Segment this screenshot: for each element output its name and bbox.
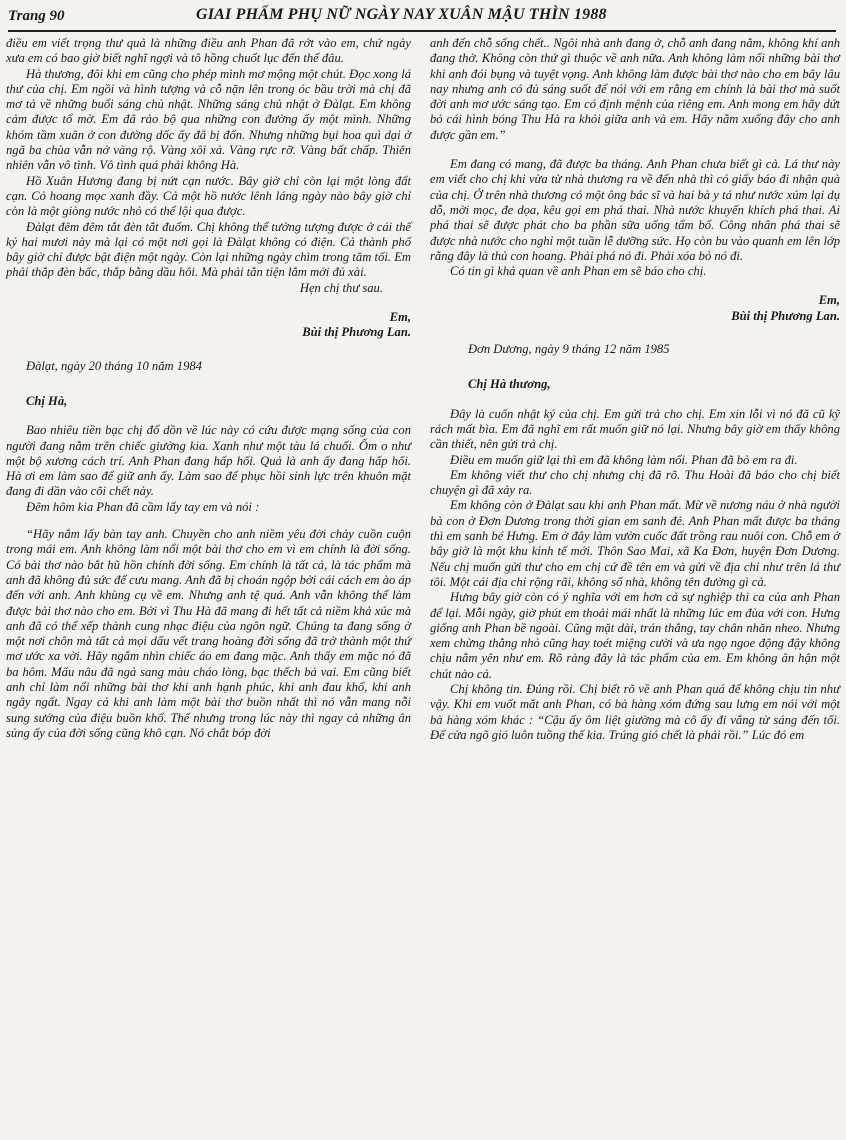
letter-date: Đàlạt, ngày 20 tháng 10 năm 1984	[26, 358, 202, 373]
paragraph: Hưng bây giờ còn có ý nghĩa với em hơn cả sự nghiệp thi ca của anh Phan để lại. Mỗi ngày, giờ phút em thoải mái nhất là những lúc em đùa với con. Hưng giống anh Phan bề ngoài. Cũng mặt dài, trán thẳng, tay chân nhăn nheo. Nhưng xem chừng thằng nhỏ cũng hay toét miệng cười và ưa ngọ ngoe động đậy không chịu nằm yên như em. Rõ ràng đây là tác phẩm của em. Em không ân hận một chút nào cả.	[430, 590, 840, 681]
signature-em: Em,	[818, 293, 840, 308]
right-column	[430, 36, 840, 743]
page-number: Trang 90	[8, 8, 65, 24]
page-header	[8, 4, 836, 32]
paragraph: Hồ Xuân Hương đang bị nứt cạn nước. Bây giờ chỉ còn lại một lòng đất cạn. Cỏ hoang mọc xanh đầy. Cả một hồ nước lênh láng ngày nào bây giờ chỉ còn là một giòng nước nhỏ có thể lội qua được.	[6, 173, 411, 219]
paragraph: Đàlạt đêm đêm tắt đèn tắt đuốm. Chị không thể tưởng tượng được ở cái thế kỷ hai mươi này mà lại có một nơi gọi là Đàlạt không có điện. Cả thành phố bây giờ chỉ được bật điện một ngày. Còn lại những ngày chìm trong tăm tối. Em phải thắp đèn bấc, thắp bằng dầu hôi. Mà phải tằn tiện lắm mới đủ xài.	[6, 219, 411, 280]
paragraph: Điều em muốn giữ lại thì em đã không làm nổi. Phan đã bỏ em ra đi.	[450, 452, 798, 467]
left-column	[6, 36, 411, 741]
signature-em: Em,	[389, 310, 411, 325]
publication-title: GIAI PHẨM PHỤ NỮ NGÀY NAY XUÂN MẬU THÌN 1988	[196, 6, 607, 23]
paragraph: Hà thương, đôi khi em cũng cho phép mình mơ mộng một chút. Đọc xong lá thư của chị. Em ngồi và hình tượng và cỗ nặn lên trong óc bầu trời mà chị đã mơ tả về những buổi sáng chủ nhật. Những sáng chủ nhật ở Đàlạt. Em không cảm được tổ mờ. Em đã rảo bộ qua những con đường ấy một mình. Những khóm tầm xuân ở con đường dốc ấy đã bị đốn. Nhưng những bụi hoa quì dại ở ngã ba chùa vẫn nở vàng rộ. Vàng xôi xả. Vàng rực rỡ. Vàng bất chấp. Thiên nhiên vẫn vô tình. Vô tình quá phải không Hà.	[6, 66, 411, 173]
paragraph: điều em viết trọng thư quả là những điều anh Phan đã rớt vào em, chứ ngày xưa em có bao giờ biết nghĩ ngợi và tô hồng chuốt lục đến thế đâu.	[6, 36, 411, 66]
letter-date: Đơn Dương, ngày 9 tháng 12 năm 1985	[468, 342, 670, 357]
paragraph: Em đang có mang, đã được ba tháng. Anh Phan chưa biết gì cả. Lá thư này em viết cho chị khi vừa từ nhà thương ra về đến nhà thì có giấy báo đi nhận quà của chị. Ở trên nhà thương có một ông bác sĩ và hai bà y tá như nước xúm lại dụ dỗ, mời mọc, đe dọa, kêu gọi em phá thai. Nhà nước khuyến khích phá thai. Ai phá thai sẽ được phát cho ba phần sữa uống tẩm bổ. Công nhân phá thai sẽ được nhà nước cho nghỉ một tuần lễ dưỡng sức. Họ còn bu vào quanh em lên lớp rằng đây là thủ con hoang. Phải phá nó đi. Phải xóa bỏ nó đi.	[430, 157, 840, 263]
closing-line: Hẹn chị thư sau.	[299, 280, 383, 295]
letter-salutation: Chị Hà,	[26, 393, 68, 408]
paragraph: Có tin gì khả quan về anh Phan em sẽ báo cho chị.	[450, 264, 707, 279]
paragraph: Em không còn ở Đàlạt sau khi anh Phan mất. Mừ về nương náu ở nhà người bà con ở Đơn Dương trong thời gian em sanh đẻ. Anh Phan mất được ba tháng thì em sanh bé Hưng. Em ở đây làm vườn cuốc đất trồng rau nuôi con. Chỗ em ở bây giờ là một khu kinh tế mới. Thôn Sao Mai, xã Ka Đơn, huyện Đơn Dương. Nếu chị muốn gửi thư cho em chị cứ đề tên em và gửi về địa chỉ như trên lá thư tôi. Một cái địa chỉ rộng rãi, không số nhà, không tên đường gì cả.	[430, 498, 840, 589]
paragraph: Đây là cuốn nhật ký của chị. Em gửi trả cho chị. Em xin lỗi vì nó đã cũ kỹ rách mất bìa. Em đã nghĩ em rất muốn giữ nó lại. Nhưng bây giờ em thấy không cần thiết, nên gửi trả chị.	[430, 406, 840, 452]
signature-name: Bùi thị Phương Lan.	[302, 325, 411, 340]
paragraph: Em không viết thư cho chị nhưng chị đã rõ. Thu Hoài đã báo cho chị biết chuyện gì đã xảy ra.	[430, 467, 840, 498]
quoted-paragraph: “Hãy nắm lấy bàn tay anh. Chuyền cho anh niềm yêu đời chảy cuồn cuộn trong mái em. Anh không làm nổi một bài thơ cho em vì em chính là đời sống. Có bài thơ nào bắt hũ hồn chính đời sống. Em chính là tất cả, là tác phẩm mà anh đã không đủ sức để cưu mang. Anh đã bị choán ngộp bởi cái cách em ào áp đến với anh. Anh khùng cụ về em. Nhưng anh tệ quá. Anh vẫn không thể làm được bài thơ nào cho em. Bởi vì Thu Hà đã mang đi hết tất cả niềm khả xúc mà anh đã có thể xếp thành cung nhạc điệu của ngôn ngữ. Chúng ta đang sống ở một nơi chôn mà tất cả mọi dấu vết trang hoàng đời sống đã trở thành một thứ mơ ước xa vời. Hãy ngắm nhìn chiếc áo em đang mặc. Anh thấy em mặc nó đã ba hôm. Mấu nâu đã ngả sang màu cháo lòng, bạc thếch bả vai. Em cũng biết anh chỉ làm nổi những bài thơ khi anh hạnh phúc, khi anh đau khổ, khi anh ngây ngất. Ngay cả khi anh làm một bài thơ buồn nhất thì nó vẫn mang nỗi sung sướng của điệu buồn khổ. Thế nhưng trong lúc này thì ngay cả những ân sủng ấy của đời sống cũng khô cạn. Nó chắt bóp đời	[6, 527, 411, 740]
paragraph: anh đến chỗ sống chết.. Ngôi nhà anh đang ở, chỗ anh đang nằm, không khí anh đang thở. Không còn thứ gì thuộc về anh nữa. Anh không làm nổi những bài thơ khi anh đói bụng và tuyệt vọng. Anh không làm được bài thơ nào cho em bây lâu nay nhưng anh có đủ sáng suốt để nói với em rằng em chính là bài thơ mà suốt đời anh mơ ước sáng tạo. Em có định mệnh của riêng em. Anh mong em hãy dứt bỏ cái hình bóng Thu Hà ra khỏi giữa anh và em. Hãy nằm xuống đây cho anh được gần em.”	[430, 36, 840, 142]
paragraph: Đêm hôm kia Phan đã cầm lấy tay em và nói :	[26, 499, 260, 514]
paragraph: Bao nhiêu tiền bạc chị đổ dồn về lúc này có cứu được mạng sống của con người đang nằm trên chiếc giường kia. Xanh như một tàu lá chuối. Ốm o như một bộ xương cách trí. Anh Phan đang hấp hối. Quả là anh ấy đang hấp hối. Hà ơi em làm sao để giữ anh ấy. Làm sao để phục hồi sinh lực trên khuôn mặt đang đi dần vào cõi chết này.	[6, 423, 411, 499]
paragraph: Chị không tin. Đúng rồi. Chị biết rõ về anh Phan quá để không chịu tin như vậy. Khi em vuốt mắt anh Phan, có bà hàng xóm đứng sau lưng em nói với một bà hàng xóm khác : “Cậu ấy ôm liệt giường mà cô ấy đi vắng từ sáng đến tối. Để cửa ngõ gió luôn tuồng thế kia. Trúng gió chết là phải rồi.” Lúc đó em	[430, 681, 840, 742]
signature-name: Bùi thị Phương Lan.	[731, 308, 840, 323]
letter-salutation: Chị Hà thương,	[468, 377, 551, 392]
